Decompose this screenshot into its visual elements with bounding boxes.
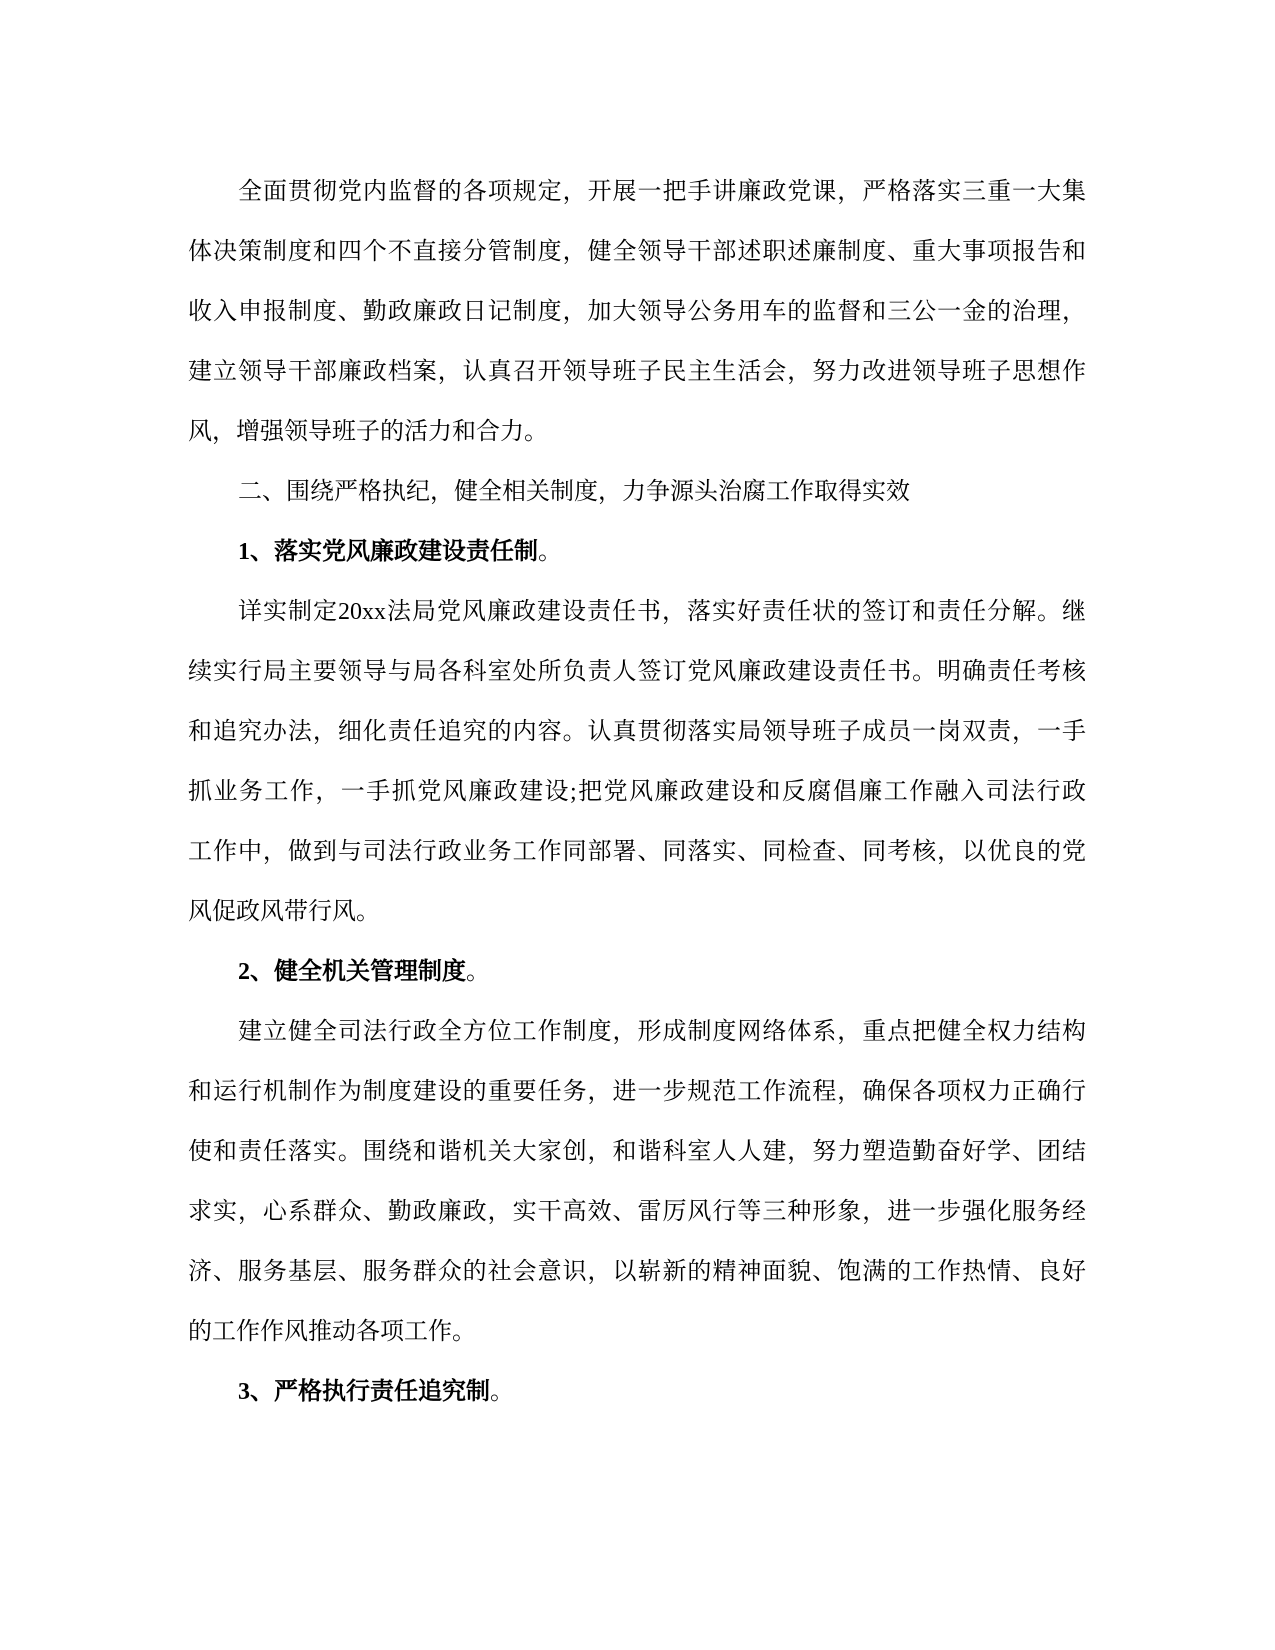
text-line: 求实，心系群众、勤政廉政，实干高效、雷厉风行等三种形象，进一步强化服务经 [188, 1199, 1086, 1225]
text-line: 建立领导干部廉政档案，认真召开领导班子民主生活会，努力改进领导班子思想作 [188, 359, 1086, 385]
text-line: 收入申报制度、勤政廉政日记制度，加大领导公务用车的监督和三公一金的治理， [188, 299, 1086, 325]
text-line: 济、服务基层、服务群众的社会意识，以崭新的精神面貌、饱满的工作热情、良好 [188, 1259, 1086, 1285]
text-line: 建立健全司法行政全方位工作制度，形成制度网络体系，重点把健全权力结构 [238, 1019, 1086, 1045]
text-line: 续实行局主要领导与局各科室处所负责人签订党风廉政建设责任书。明确责任考核 [188, 659, 1086, 685]
subsection-heading-2 [188, 942, 1086, 1002]
text-line: 的工作作风推动各项工作。 [188, 1319, 476, 1345]
text-line: 风，增强领导班子的活力和合力。 [188, 419, 548, 445]
text-line: 和追究办法，细化责任追究的内容。认真贯彻落实局领导班子成员一岗双责，一手 [188, 719, 1086, 745]
subsection-heading-text: 1、落实党风廉政建设责任制 [238, 539, 538, 565]
text-line: 体决策制度和四个不直接分管制度，健全领导干部述职述廉制度、重大事项报告和 [188, 239, 1086, 265]
section-title: 二、围绕严格执纪，健全相关制度，力争源头治腐工作取得实效 [238, 479, 910, 505]
text-line: 抓业务工作，一手抓党风廉政建设;把党风廉政建设和反腐倡廉工作融入司法行政 [188, 779, 1086, 805]
text-line: 使和责任落实。围绕和谐机关大家创，和谐科室人人建，努力塑造勤奋好学、团结 [188, 1139, 1086, 1165]
text-line: 和运行机制作为制度建设的重要任务，进一步规范工作流程，确保各项权力正确行 [188, 1079, 1086, 1105]
subsection-heading-period: 。 [538, 539, 562, 565]
text-line: 详实制定20xx法局党风廉政建设责任书，落实好责任状的签订和责任分解。继 [238, 599, 1086, 625]
subsection-heading-period: 。 [490, 1379, 514, 1405]
subsection-heading-period: 。 [466, 959, 490, 985]
text-line: 工作中，做到与司法行政业务工作同部署、同落实、同检查、同考核，以优良的党 [188, 839, 1086, 865]
subsection-heading-1 [188, 522, 1086, 582]
subsection-heading-text: 2、健全机关管理制度 [238, 959, 466, 985]
subsection-heading-3 [188, 1362, 1086, 1422]
text-line: 全面贯彻党内监督的各项规定，开展一把手讲廉政党课，严格落实三重一大集 [238, 179, 1086, 205]
subsection-heading-text: 3、严格执行责任追究制 [238, 1379, 490, 1405]
text-line: 风促政风带行风。 [188, 899, 380, 925]
